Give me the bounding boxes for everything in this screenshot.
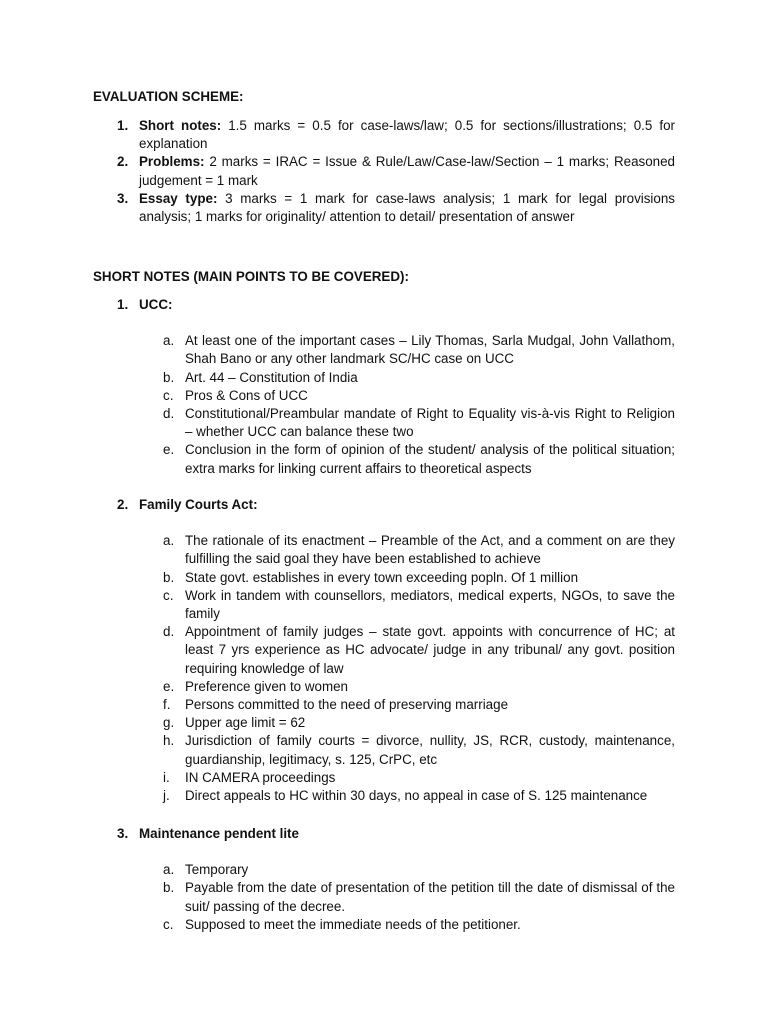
section-list — [93, 496, 675, 514]
point-text: Persons committed to the need of preserving marriage — [185, 697, 509, 713]
point-item — [93, 569, 675, 587]
section-list — [93, 296, 675, 314]
point-item — [93, 623, 675, 678]
point-text: Temporary — [185, 862, 249, 878]
evaluation-heading: EVALUATION SCHEME: — [93, 89, 244, 104]
section-points — [93, 861, 675, 934]
item-label: Problems: — [139, 154, 205, 170]
point-text: Work in tandem with counsellors, mediators, medical experts, NGOs, to save the family — [185, 587, 675, 622]
section-family-courts — [93, 496, 675, 805]
point-text: Supposed to meet the immediate needs of the petitioner. — [185, 916, 521, 932]
point-text: Preference given to women — [185, 678, 349, 694]
evaluation-item — [93, 190, 675, 226]
point-item — [93, 332, 675, 368]
item-text: 2 marks = IRAC = Issue & Rule/Law/Case-law/Section – 1 marks; Reasoned judgement = 1 mark — [139, 154, 675, 188]
point-letter: a. — [163, 533, 175, 549]
section-list — [93, 825, 675, 843]
point-text: Direct appeals to HC within 30 days, no appeal in case of S. 125 maintenance — [185, 788, 648, 804]
point-text: Payable from the date of presentation of the petition till the date of dismissal of the suit/ passing of the decree. — [185, 880, 675, 914]
evaluation-list — [93, 117, 675, 226]
point-text: Pros & Cons of UCC — [185, 387, 308, 403]
point-item — [93, 369, 675, 387]
point-item — [93, 387, 675, 405]
point-letter: c. — [163, 387, 174, 403]
item-label: Essay type: — [139, 190, 218, 206]
point-letter: i. — [163, 769, 170, 785]
point-item — [93, 678, 675, 696]
item-text: 1.5 marks = 0.5 for case-laws/law; 0.5 for sections/illustrations; 0.5 for explanation — [139, 118, 675, 152]
point-item — [93, 732, 675, 768]
item-text: 3 marks = 1 mark for case-laws analysis; 1 mark for legal provisions analysis; 1 marks for originality/ attention to detail/ presentation of answer — [139, 190, 675, 225]
point-text: IN CAMERA proceedings — [185, 769, 336, 785]
point-text: Art. 44 – Constitution of India — [185, 369, 358, 385]
section-title: Family Courts Act: — [139, 497, 258, 512]
evaluation-item — [93, 153, 675, 189]
section-title: UCC: — [139, 297, 173, 312]
point-letter: j. — [163, 788, 170, 804]
point-text: State govt. establishes in every town exceeding popln. Of 1 million — [185, 569, 579, 585]
item-number: 3. — [117, 190, 129, 206]
point-letter: c. — [163, 916, 174, 932]
point-letter: f. — [163, 697, 171, 713]
evaluation-item — [93, 117, 675, 153]
point-text: Constitutional/Preambular mandate of Right to Equality vis-à-vis Right to Religion – whether UCC can balance these two — [185, 406, 675, 440]
point-letter: g. — [163, 715, 175, 731]
point-text: Appointment of family judges – state govt. appoints with concurrence of HC; at least 7 yrs experience as HC advocate/ judge in any tribunal/ any govt. position requiring knowledge of law — [185, 624, 675, 676]
section-points — [93, 332, 675, 478]
section-number: 1. — [117, 297, 129, 312]
section-number: 2. — [117, 497, 129, 512]
point-letter: b. — [163, 880, 175, 896]
point-letter: d. — [163, 624, 175, 640]
point-letter: e. — [163, 678, 175, 694]
point-item — [93, 769, 675, 787]
point-letter: a. — [163, 862, 175, 878]
point-text: Conclusion in the form of opinion of the student/ analysis of the political situation; extra marks for linking current affairs to theoretical aspects — [185, 442, 675, 476]
item-label: Short notes: — [139, 118, 222, 133]
point-letter: a. — [163, 333, 175, 349]
section-heading-item — [93, 296, 675, 314]
point-letter: e. — [163, 442, 175, 458]
section-number: 3. — [117, 826, 129, 841]
point-letter: d. — [163, 406, 175, 422]
section-heading-item — [93, 496, 675, 514]
point-item — [93, 587, 675, 623]
point-text: Upper age limit = 62 — [185, 715, 306, 731]
point-item — [93, 787, 675, 805]
section-heading-item — [93, 825, 675, 843]
section-title: Maintenance pendent lite — [139, 826, 299, 841]
point-item — [93, 714, 675, 732]
point-letter: h. — [163, 733, 175, 749]
point-text: Jurisdiction of family courts = divorce, nullity, JS, RCR, custody, maintenance, guardianship, legitimacy, s. 125, CrPC, etc — [185, 733, 675, 767]
point-item — [93, 441, 675, 477]
short-notes-heading: SHORT NOTES (MAIN POINTS TO BE COVERED): — [93, 269, 409, 284]
section-points — [93, 532, 675, 805]
point-text: At least one of the important cases – Lily Thomas, Sarla Mudgal, John Vallathom, Shah Bano or any other landmark SC/HC case on UCC — [185, 333, 675, 367]
point-item — [93, 696, 675, 714]
item-number: 2. — [117, 154, 129, 170]
section-ucc — [93, 296, 675, 478]
point-item — [93, 405, 675, 441]
point-letter: b. — [163, 369, 175, 385]
point-text: The rationale of its enactment – Preamble of the Act, and a comment on are they fulfilling the said goal they have been established to achieve — [185, 533, 675, 567]
point-item — [93, 861, 675, 879]
point-letter: b. — [163, 569, 175, 585]
point-letter: c. — [163, 587, 174, 603]
point-item — [93, 532, 675, 568]
point-item — [93, 916, 675, 934]
point-item — [93, 879, 675, 915]
section-maintenance — [93, 825, 675, 934]
item-number: 1. — [117, 118, 129, 133]
